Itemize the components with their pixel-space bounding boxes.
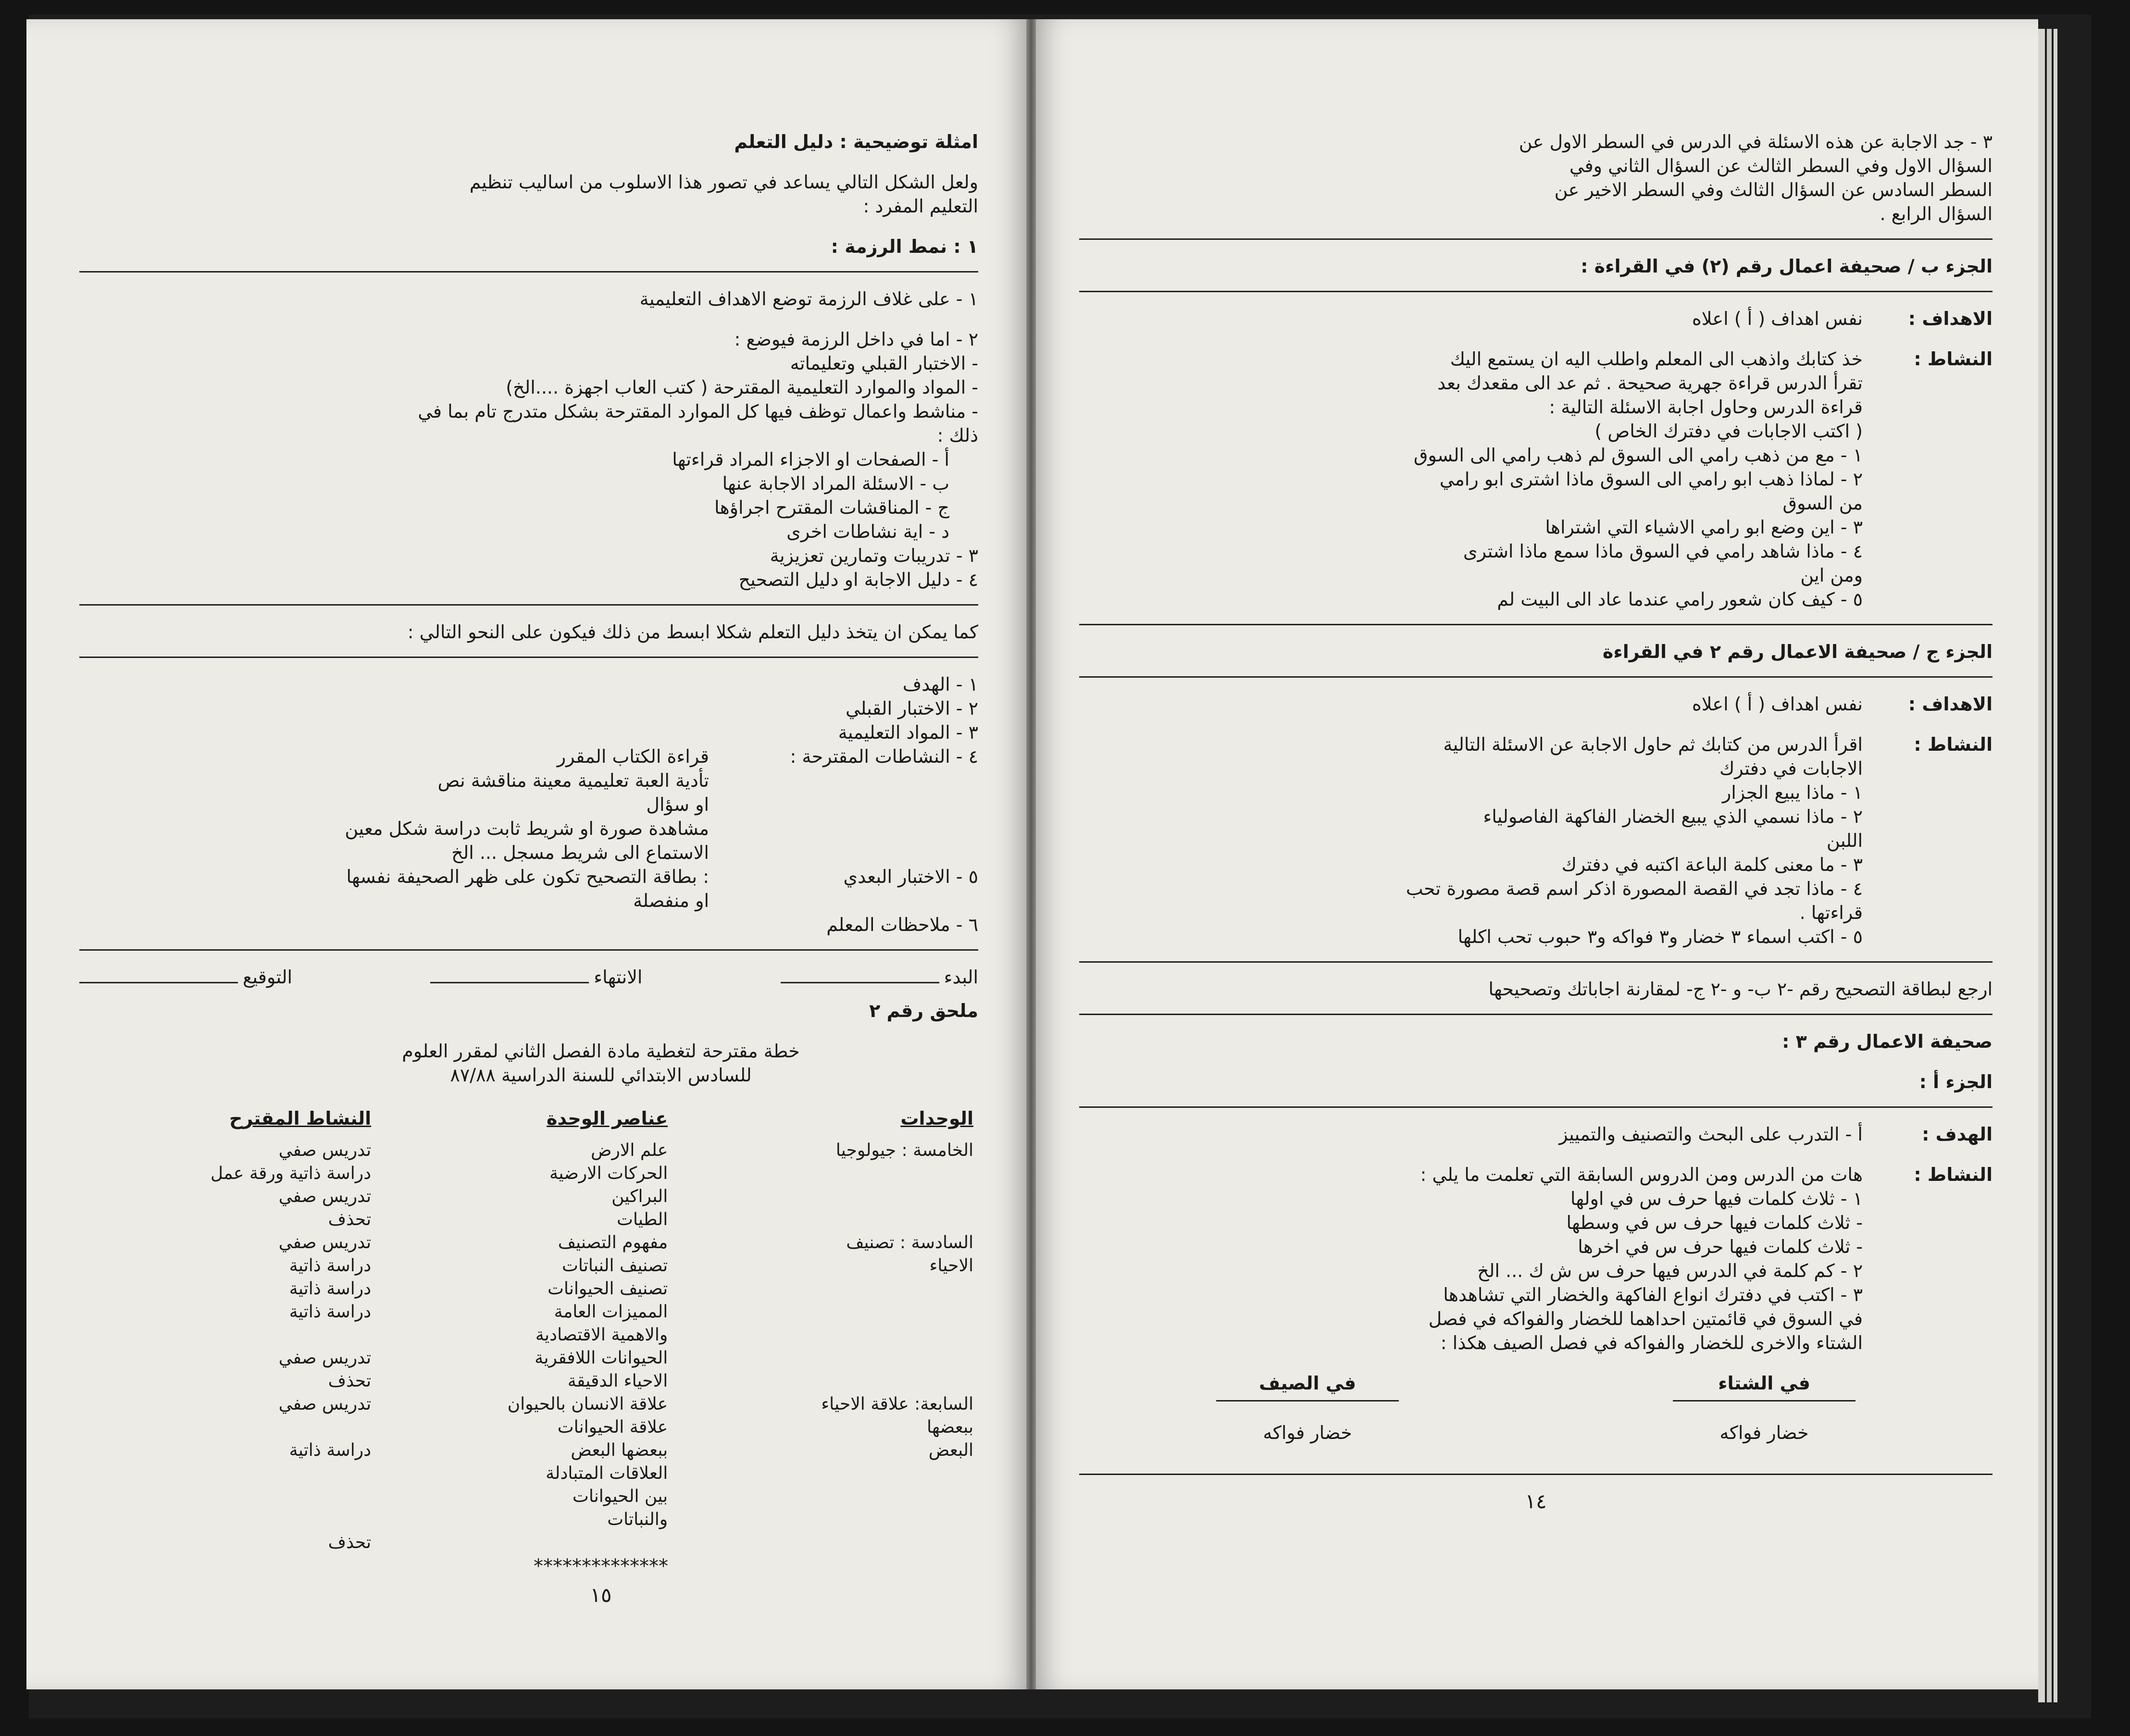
activity-cell (79, 1485, 376, 1508)
sign-label: التوقيع (243, 967, 293, 988)
book-spine (1026, 19, 1036, 1689)
unit-cell: الاحياء (929, 1256, 973, 1276)
sub-item: د - اية نشاطات اخرى (786, 521, 949, 542)
winter-heading: في الشتاء (1673, 1371, 1856, 1401)
table-row (79, 1277, 978, 1301)
signature-row (79, 965, 978, 989)
divider (1079, 1474, 1993, 1475)
table-row (79, 1162, 978, 1185)
table-row (79, 1185, 978, 1208)
activity-cell: دراسة ذاتية ورقة عمل (210, 1164, 372, 1183)
section-heading: صحيفة الاعمال رقم ٣ : (1782, 1031, 1993, 1052)
activity-cell: تدريس صفي (278, 1187, 372, 1206)
col-header: عناصر الوحدة (546, 1108, 668, 1129)
plan-table (79, 1104, 978, 1554)
unit-cell: البعض (928, 1440, 973, 1460)
guide-item: ٢ - الاختبار القبلي (845, 698, 978, 719)
unit-cell: الخامسة : جيولوجيا (835, 1141, 973, 1160)
guide-item: ٦ - ملاحظات المعلم (826, 914, 978, 935)
activity-line: اللبن (1826, 830, 1863, 851)
element-cell: البراكين (611, 1187, 668, 1206)
stars-separator: ************** (534, 1555, 668, 1577)
guide-item: ٥ - الاختبار البعدي (843, 866, 978, 887)
activity-line: - ثلاث كلمات فيها حرف س في اخرها (1578, 1236, 1863, 1257)
activity-line: تقرأ الدرس قراءة جهرية صحيحة . ثم عد الى مقعدك بعد (1437, 372, 1863, 394)
activity-line: ٤ - ماذا شاهد رامي في السوق ماذا سمع ماذا اشترى (1463, 541, 1863, 562)
page-number: ١٥ (590, 1583, 612, 1607)
section-heading: الجزء ب / صحيفة اعمال رقم (٢) في القراءة : (1581, 256, 1993, 277)
activity-label: النشاط : (1914, 1164, 1993, 1185)
sub-item: ب - الاسئلة المراد الاجابة عنها (722, 473, 949, 494)
season-columns (1079, 1371, 1993, 1445)
goal-label: الهدف : (1922, 1124, 1993, 1145)
col-header: النشاط المقترح (229, 1108, 372, 1129)
table-row (79, 1231, 978, 1254)
table-row (79, 1485, 978, 1508)
activity-cell (79, 1462, 376, 1485)
column-subheading: خضار فواكه (1263, 1422, 1352, 1443)
unit-cell (673, 1485, 978, 1508)
activity-label: النشاط : (1914, 734, 1993, 755)
unit-cell (673, 1301, 978, 1324)
activity-cell: تدريس صفي (278, 1348, 372, 1368)
unit-cell (673, 1162, 978, 1185)
appendix-label: ملحق رقم ٢ (869, 1000, 978, 1021)
activity-cell (79, 1416, 376, 1439)
activity-line: ٤ - ماذا تجد في القصة المصورة اذكر اسم قصة مصورة تحب (1406, 878, 1863, 899)
activity-line: في السوق في قائمتين احداهما للخضار والفواكه في فصل (1428, 1308, 1863, 1329)
element-cell: والاهمية الاقتصادية (535, 1325, 668, 1345)
table-row (79, 1139, 978, 1162)
unit-cell (673, 1324, 978, 1347)
activity-line: من السوق (1782, 493, 1863, 514)
plan-title: للسادس الابتدائي للسنة الدراسية ٨٧/٨٨ (450, 1065, 752, 1086)
element-cell: الحركات الارضية (549, 1164, 668, 1183)
table-row (79, 1439, 978, 1462)
divider (1079, 1106, 1993, 1108)
body-line: ذلك : (937, 425, 978, 446)
divider (1079, 1014, 1993, 1015)
activity-cell: دراسة ذاتية (289, 1256, 372, 1276)
element-cell: الحيوانات اللافقرية (535, 1348, 668, 1368)
unit-cell: السادسة : تصنيف (846, 1233, 973, 1252)
activity-cell (79, 1508, 376, 1531)
table-row (79, 1254, 978, 1277)
element-cell (376, 1531, 673, 1554)
activity-line: الاستماع الى شريط مسجل ... الخ (451, 842, 709, 863)
page-edge (2054, 29, 2057, 1702)
plan-title: خطة مقترحة لتغطية مادة الفصل الثاني لمقرر العلوم (402, 1041, 800, 1062)
goal-label: الاهداف : (1908, 308, 1993, 329)
sub-item: أ - الصفحات او الاجزاء المراد قراءتها (672, 449, 949, 470)
table-row (79, 1208, 978, 1231)
element-cell: بين الحيوانات (572, 1487, 668, 1506)
activity-cell: تدريس صفي (278, 1233, 372, 1252)
activity-cell: دراسة ذاتية (289, 1302, 372, 1322)
element-cell: الطيات (616, 1210, 668, 1229)
activity-line: ومن اين (1800, 565, 1863, 586)
section-heading: الجزء أ : (1919, 1071, 1993, 1092)
table-row (79, 1324, 978, 1347)
activity-line: - ثلاث كلمات فيها حرف س في وسطها (1566, 1212, 1863, 1233)
activity-line: او سؤال (646, 794, 709, 815)
page-edge (2038, 29, 2045, 1702)
table-row (79, 1508, 978, 1531)
activity-line: ٣ - اكتب في دفترك انواع الفاكهة والخضار التي تشاهدها (1443, 1284, 1863, 1305)
unit-cell (673, 1185, 978, 1208)
activity-line: مشاهدة صورة او شريط ثابت دراسة شكل معين (345, 818, 709, 839)
element-cell: علم الارض (590, 1141, 668, 1160)
page-title: امثلة توضيحية : دليل التعلم (734, 131, 978, 152)
table-row (79, 1531, 978, 1554)
table-row (79, 1370, 978, 1393)
divider (1079, 961, 1993, 963)
divider (1079, 624, 1993, 625)
col-header: الوحدات (900, 1108, 973, 1129)
element-cell: تصنيف النباتات (561, 1256, 668, 1276)
unit-cell (673, 1370, 978, 1393)
goal-text: أ - التدرب على البحث والتصنيف والتمييز (1559, 1124, 1863, 1145)
table-row (79, 1347, 978, 1370)
column-subheading: خضار فواكه (1719, 1422, 1809, 1443)
element-cell: العلاقات المتبادلة (546, 1463, 668, 1483)
activity-cell: تدريس صفي (278, 1394, 372, 1414)
intro-line: ولعل الشكل التالي يساعد في تصور هذا الاسلوب من اساليب تنظيم (469, 172, 978, 193)
body-line: السطر السادس عن السؤال الثالث وفي السطر الاخير عن (1554, 179, 1993, 200)
unit-cell (673, 1277, 978, 1301)
guide-item: ١ - الهدف (902, 674, 978, 695)
element-cell: والنباتات (607, 1510, 668, 1529)
unit-cell: ببعضها (926, 1417, 973, 1437)
unit-cell (673, 1208, 978, 1231)
activity-line: ٢ - ماذا نسمي الذي يبيع الخضار الفاكهة الفاصولياء (1483, 806, 1863, 827)
divider (1079, 291, 1993, 292)
body-line: ٤ - دليل الاجابة او دليل التصحيح (738, 569, 978, 590)
table-row (79, 1462, 978, 1485)
unit-cell (673, 1531, 978, 1554)
section-heading: الجزء ج / صحيفة الاعمال رقم ٢ في القراءة (1602, 641, 1993, 662)
element-cell: الاحياء الدقيقة (567, 1371, 668, 1391)
summer-heading: في الصيف (1216, 1371, 1399, 1401)
activity-line: الشتاء والاخرى للخضار والفواكه في فصل الصيف هكذا : (1440, 1332, 1863, 1353)
activity-line: ٥ - كيف كان شعور رامي عندما عاد الى البيت لم (1497, 589, 1863, 610)
activity-line: هات من الدرس ومن الدروس السابقة التي تعلمت ما يلي : (1420, 1164, 1863, 1185)
element-cell: المميزات العامة (554, 1302, 668, 1322)
activity-line: ٢ - كم كلمة في الدرس فيها حرف س ش ك ... الخ (1477, 1260, 1863, 1281)
left-page (26, 19, 1026, 1689)
activity-label: النشاط : (1914, 348, 1993, 370)
activity-line: ١ - ماذا يبيع الجزار (1722, 782, 1863, 803)
unit-cell: السابعة: علاقة الاحياء (821, 1394, 973, 1414)
activity-line: قراءة الدرس وحاول اجابة الاسئلة التالية : (1549, 397, 1863, 418)
activity-line: اقرأ الدرس من كتابك ثم حاول الاجابة عن الاسئلة التالية (1443, 734, 1863, 755)
body-line: - مناشط واعمال توظف فيها كل الموارد المقترحة بشكل متدرج تام بما في (418, 401, 978, 422)
activity-cell: دراسة ذاتية (289, 1279, 372, 1299)
divider (79, 604, 978, 606)
element-cell: علاقة الحيوانات (557, 1417, 668, 1437)
intro-line: التعليم المفرد : (863, 196, 978, 217)
divider (1079, 676, 1993, 678)
page-number: ١٤ (1525, 1489, 1547, 1513)
unit-cell (673, 1508, 978, 1531)
divider (1079, 238, 1993, 240)
right-page (1036, 19, 2038, 1689)
activity-cell: تدريس صفي (278, 1141, 372, 1160)
goal-text: نفس اهداف ( أ ) اعلاه (1692, 694, 1863, 715)
guide-item: ٤ - النشاطات المقترحة : (790, 746, 978, 767)
body-line: ٣ - جد الاجابة عن هذه الاسئلة في الدرس في السطر الاول عن (1519, 131, 1993, 152)
body-line: كما يمكن ان يتخذ دليل التعلم شكلا ابسط من ذلك فيكون على النحو التالي : (407, 621, 978, 643)
activity-line: قراءتها . (1799, 902, 1863, 923)
goal-label: الاهداف : (1908, 694, 1993, 715)
activity-line: تأدية العبة تعليمية معينة مناقشة نص (437, 770, 709, 791)
body-line: ٣ - تدريبات وتمارين تعزيزية (770, 545, 978, 566)
activity-cell (79, 1324, 376, 1347)
body-line: - المواد والموارد التعليمية المقترحة ( كتب العاب اجهزة ....الخ) (506, 377, 978, 398)
divider (79, 657, 978, 658)
element-cell: تصنيف الحيوانات (547, 1279, 668, 1299)
post-test-line: : بطاقة التصحيح تكون على ظهر الصحيفة نفسها (346, 866, 709, 887)
goal-text: نفس اهداف ( أ ) اعلاه (1692, 308, 1863, 329)
sub-item: ج - المناقشات المقترح اجراؤها (714, 497, 949, 518)
refer-line: ارجع لبطاقة التصحيح رقم -٢ ب- و -٢ ج- لمقارنة اجاباتك وتصحيحها (1488, 979, 1993, 1000)
body-line: السؤال الرابع . (1880, 203, 1993, 224)
activity-line: ٣ - اين وضع ابو رامي الاشياء التي اشتراها (1545, 517, 1863, 538)
activity-line: ٣ - ما معنى كلمة الباعة اكتبه في دفترك (1561, 854, 1863, 875)
activity-line: ٥ - اكتب اسماء ٣ خضار و٣ فواكه و٣ حبوب تحب اكلها (1457, 926, 1863, 947)
element-cell: مفهوم التصنيف (558, 1233, 668, 1252)
unit-cell (673, 1347, 978, 1370)
activity-line: ١ - مع من ذهب رامي الى السوق لم ذهب رامي الى السوق (1413, 445, 1863, 466)
activity-cell: تحذف (328, 1371, 372, 1391)
post-test-line: او منفصلة (633, 890, 709, 911)
body-line: ٢ - اما في داخل الرزمة فيوضع : (734, 329, 978, 350)
body-line: - الاختبار القبلي وتعليماته (790, 353, 978, 374)
activity-line: ١ - ثلاث كلمات فيها حرف س في اولها (1570, 1188, 1863, 1209)
body-line: ١ - على غلاف الرزمة توضع الاهداف التعليمية (639, 288, 978, 310)
start-label: البدء (944, 967, 978, 988)
element-cell: علاقة الانسان بالحيوان (507, 1394, 668, 1414)
guide-item: ٣ - المواد التعليمية (838, 722, 978, 743)
divider (79, 949, 978, 951)
table-row (79, 1416, 978, 1439)
activity-line: ( اكتب الاجابات في دفترك الخاص ) (1594, 421, 1863, 442)
element-cell: ببعضها البعض (571, 1440, 668, 1460)
activity-line: قراءة الكتاب المقرر (557, 746, 709, 767)
divider (79, 271, 978, 273)
table-row (79, 1301, 978, 1324)
section-heading: ١ : نمط الرزمة : (831, 236, 978, 257)
activity-line: الاجابات في دفترك (1719, 758, 1863, 779)
activity-cell: دراسة ذاتية (289, 1440, 372, 1460)
activity-cell: تحذف (328, 1533, 372, 1552)
body-line: السؤال الاول وفي السطر الثالث عن السؤال الثاني وفي (1569, 155, 1993, 176)
end-label: الانتهاء (594, 967, 643, 988)
unit-cell (673, 1462, 978, 1485)
activity-line: ٢ - لماذا ذهب ابو رامي الى السوق ماذا اشترى ابو رامي (1439, 469, 1863, 490)
page-edge (2047, 29, 2052, 1702)
activity-line: خذ كتابك واذهب الى المعلم واطلب اليه ان يستمع اليك (1450, 348, 1863, 370)
activity-cell: تحذف (328, 1210, 372, 1229)
table-row (79, 1393, 978, 1416)
